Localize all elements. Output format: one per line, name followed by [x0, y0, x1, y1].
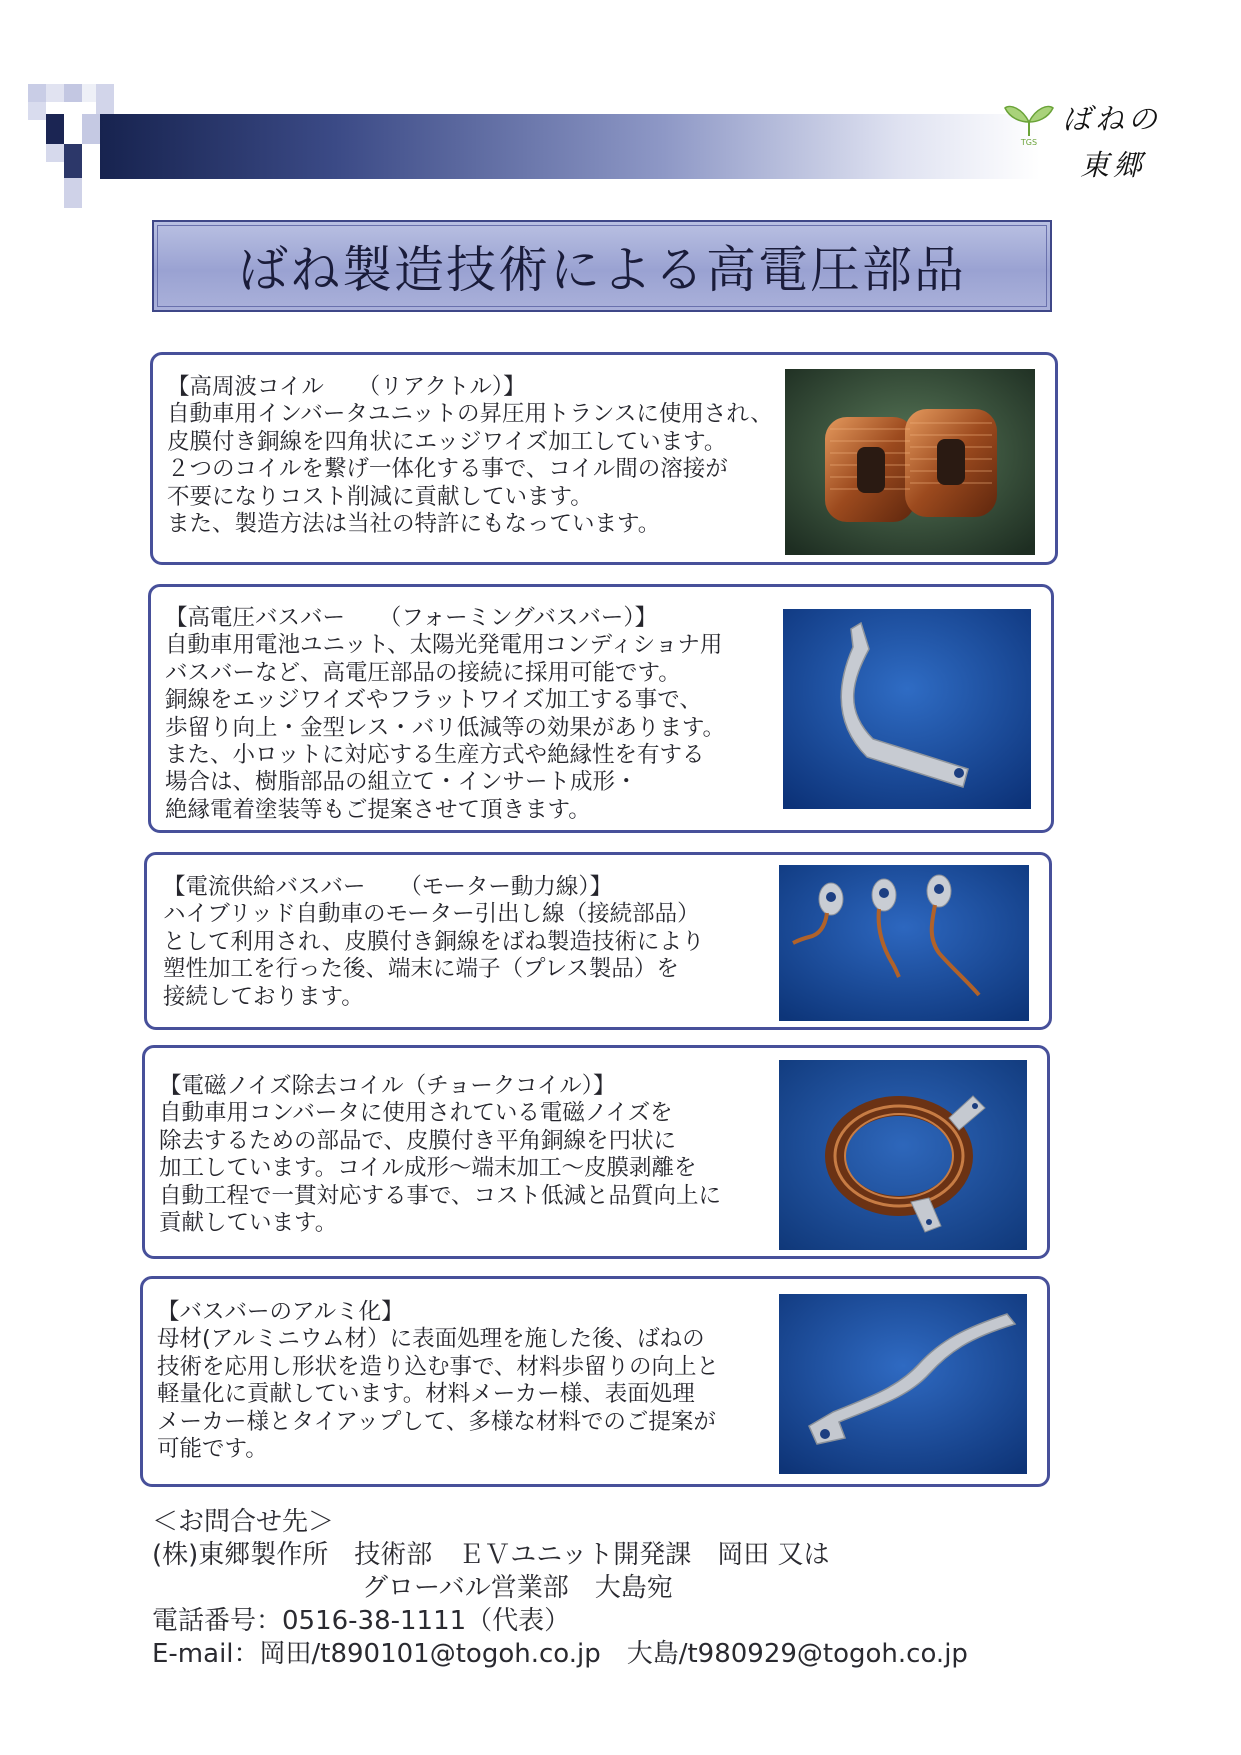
contact-heading: ＜お問合せ先＞	[152, 1507, 335, 1537]
section-line: 可能です。	[157, 1436, 268, 1463]
deco-square	[96, 84, 114, 114]
title-banner	[152, 220, 1052, 312]
header-band	[100, 114, 1040, 179]
section-heading: 【高電圧バスバー （フォーミングバスバー）】	[165, 605, 658, 631]
section-line: 除去するための部品で、皮膜付き平角銅線を円状に	[159, 1127, 677, 1154]
section-heading: 【電流供給バスバー （モーター動力線）】	[163, 874, 613, 900]
section-line: 母材(アルミニウム材）に表面処理を施した後、ばねの	[157, 1326, 705, 1353]
deco-square	[46, 114, 64, 144]
section-line: 塑性加工を行った後、端末に端子（プレス製品）を	[163, 956, 679, 983]
section-line: 貢献しています。	[159, 1210, 338, 1237]
section-line: 加工しています。コイル成形～端末加工～皮膜剥離を	[159, 1155, 697, 1182]
deco-square	[82, 114, 100, 144]
deco-square	[64, 144, 82, 178]
section-line: 自動車用電池ユニット、太陽光発電用コンディショナ用	[165, 632, 723, 659]
contact-phone: 電話番号：0516-38-1111（代表）	[152, 1606, 571, 1636]
deco-square	[64, 84, 82, 102]
motor-lead-wire-photo	[779, 865, 1029, 1021]
section-line: また、製造方法は当社の特許にもなっています。	[167, 511, 661, 538]
section-line: 皮膜付き銅線を四角状にエッジワイズ加工しています。	[167, 428, 727, 455]
section-card-aluminum-busbar	[140, 1276, 1050, 1487]
section-line: 場合は、樹脂部品の組立て・インサート成形・	[165, 769, 638, 796]
section-card-high-voltage-busbar	[148, 584, 1054, 833]
deco-square	[28, 102, 46, 120]
copper-coil-reactor-photo	[785, 369, 1035, 555]
section-line: 不要になりコスト削減に貢献しています。	[167, 483, 593, 510]
section-line: また、小ロットに対応する生産方式や絶縁性を有する	[165, 742, 705, 769]
section-card-choke-coil	[142, 1045, 1050, 1259]
contact-line: グローバル営業部 大島宛	[362, 1573, 673, 1603]
aluminum-busbar-photo	[779, 1294, 1027, 1474]
section-heading: 【電磁ノイズ除去コイル（チョークコイル）】	[159, 1073, 616, 1099]
section-line: 軽量化に貢献しています。材料メーカー様、表面処理	[157, 1381, 695, 1408]
deco-square	[28, 84, 46, 102]
section-text	[165, 605, 725, 824]
section-text	[159, 1073, 721, 1237]
section-card-reactor-coil	[150, 352, 1058, 565]
section-heading: 【高周波コイル （リアクトル）】	[167, 374, 526, 400]
section-line: 自動車用コンバータに使用されている電磁ノイズを	[159, 1100, 673, 1127]
section-line: 自動工程で一貫対応する事で、コスト低減と品質向上に	[159, 1182, 722, 1209]
section-line: として利用され、皮膜付き銅線をばね製造技術により	[163, 928, 705, 955]
logo-line-2: 東郷	[1080, 148, 1147, 182]
section-line: 銅線をエッジワイズやフラットワイズ加工する事で、	[165, 687, 702, 714]
choke-coil-photo	[779, 1060, 1027, 1250]
deco-square	[46, 144, 64, 162]
section-line: 自動車用インバータユニットの昇圧用トランスに使用され、	[167, 401, 773, 428]
section-line: 技術を応用し形状を造り込む事で、材料歩留りの向上と	[157, 1353, 720, 1380]
section-line: 歩留り向上・金型レス・バリ低減等の効果があります。	[165, 714, 726, 741]
section-card-motor-busbar	[144, 852, 1052, 1030]
sprout-logo-icon	[1002, 88, 1056, 148]
section-text	[167, 374, 773, 538]
section-line: ２つのコイルを繋げ一体化する事で、コイル間の溶接が	[167, 456, 728, 483]
section-line: 絶縁電着塗装等もご提案させて頂きます。	[165, 796, 591, 823]
svg-text:TGS: TGS	[1020, 138, 1038, 147]
contact-line: (株)東郷製作所 技術部 ＥＶユニット開発課 岡田 又は	[152, 1540, 830, 1570]
forming-busbar-photo	[783, 609, 1031, 809]
page-title: ばね製造技術による高電圧部品	[238, 241, 966, 299]
section-line: 接続しております。	[163, 983, 364, 1010]
section-line: バスバーなど、高電圧部品の接続に採用可能です。	[165, 659, 681, 686]
deco-square	[64, 178, 82, 208]
section-heading: 【バスバーのアルミ化】	[157, 1299, 404, 1325]
logo-line-1: ばねの	[1062, 102, 1162, 136]
section-line: ハイブリッド自動車のモーター引出し線（接続部品）	[163, 901, 700, 928]
section-text	[157, 1299, 719, 1463]
company-logo-text	[1062, 96, 1172, 188]
deco-square	[46, 84, 64, 102]
contact-email: E-mail：岡田/t890101@togoh.co.jp 大島/t980929@togoh.co.jp	[152, 1639, 968, 1669]
section-text	[163, 874, 704, 1011]
section-line: メーカー様とタイアップして、多様な材料でのご提案が	[157, 1408, 716, 1435]
contact-block	[152, 1506, 968, 1671]
deco-square	[82, 84, 96, 102]
